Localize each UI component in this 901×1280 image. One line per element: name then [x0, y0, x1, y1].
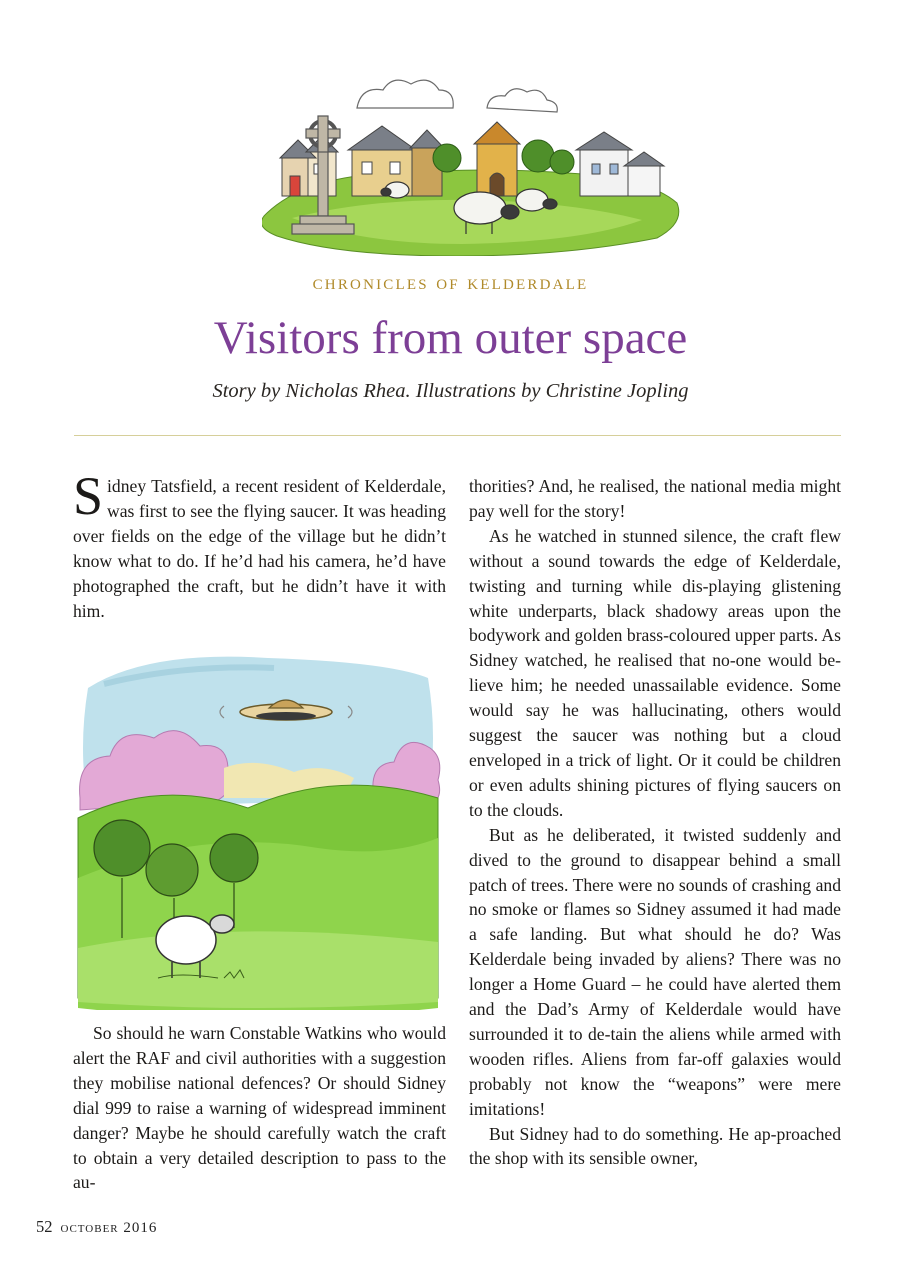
article-column-right [469, 474, 841, 1171]
paragraph-text: So should he warn Constable Watkins who would alert the RAF and civil authorities with a suggestion they mobilise national defences? Or should Sidney dial 999 to raise a warning of widespread imminent danger? Maybe he should carefully watch the craft to obtain a very detailed description to pass to the au- [73, 1023, 446, 1193]
article-paragraph [73, 466, 446, 623]
article-title: Visitors from outer space [213, 312, 688, 364]
article-paragraph: But Sidney had to do something. He ap-proached the shop with its sensible owner, [469, 1123, 841, 1169]
article-paragraph: thorities? And, he realised, the national media might pay well for the story! [469, 476, 841, 521]
article-column-left-bottom [73, 1021, 446, 1195]
article-paragraph: But as he deliberated, it twisted suddenly and dived to the ground to disappear behind a small patch of trees. There were no sounds of crashing and no smoke or flames so Sidney assumed it had made a safe landing. But what should he do? Was Kelderdale being invaded by aliens? There was no longer a Home Guard – he could have alerted them and the Dad’s Army of Kelderdale would have surrounded it to de-tain the aliens while armed with wooden rifles. Aliens from far-off galaxies would probably not know the “weapons” were mere imitations! [469, 824, 841, 1119]
article-paragraph [73, 1021, 446, 1195]
series-kicker: chronicles of kelderdale [312, 270, 589, 294]
page-footer [36, 1217, 157, 1237]
village-green-illustration [262, 78, 680, 256]
article-paragraph: As he watched in stunned silence, the craft flew without a sound towards the edge of Kelderdale, twisting and turning while dis-playing glistening white underparts, black shadowy areas upon the bodywork and golden brass-coloured upper parts. As Sidney watched, he realised that no-one would be-lieve him; he needed unassailable evidence. Some would say he was hallucinating, others would suggest the saucer was nothing but a cloud enveloped in a trick of light. Or it could be children or even adults shining pictures of flying saucers on to the clouds. [469, 525, 841, 820]
page-number: 52 [36, 1217, 53, 1236]
header-divider [74, 435, 841, 436]
flying-saucer-illustration [74, 648, 444, 1010]
article-byline: Story by Nicholas Rhea. Illustrations by Christine Jopling [212, 380, 689, 402]
drop-cap: S [73, 466, 104, 526]
issue-date: october 2016 [60, 1220, 158, 1236]
article-column-left-top [73, 466, 446, 623]
paragraph-text: idney Tatsfield, a recent resident of Kelderdale, was first to see the flying saucer. It was heading over fields on the edge of the village but he didn’t know what to do. If he’d had his camera, he’d have photographed the craft, but he didn’t have it with him. [73, 476, 446, 621]
